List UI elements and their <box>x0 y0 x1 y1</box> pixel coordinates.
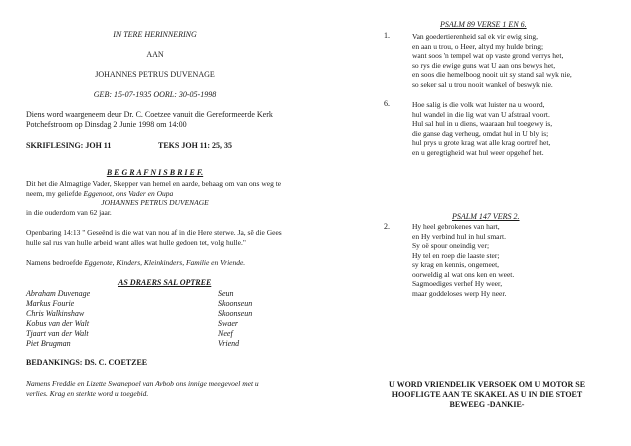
bearer-name: Tjaart van der Walt <box>26 329 89 338</box>
psalm147-verse-number: 2. <box>384 222 390 231</box>
bearer-relation: Seun <box>218 289 234 298</box>
quote-line: Openbaring 14:13 " Geseënd is die wat van nou af in die Here sterwe. Ja, sê die Gees <box>26 228 282 237</box>
bearer-name: Piet Brugman <box>26 339 71 348</box>
deceased-name: JOHANNES PETRUS DUVENAGE <box>95 70 215 79</box>
verse-line: en aan u trou, o Heer, altyd my hulde bring; <box>412 41 544 51</box>
bearers-heading: AS DRAERS SAL OPTREE <box>118 278 212 287</box>
condolence-line: verlies. Krag en sterkte word u toegebid. <box>26 388 149 398</box>
psalm89-verse6-number: 6. <box>384 99 390 108</box>
verse-line: Hoe salig is die volk wat luister na u woord, <box>412 100 545 109</box>
revelation-quote <box>26 228 282 247</box>
letter-deceased-name: JOHANNES PETRUS DUVENAGE <box>101 198 209 207</box>
sermon-text: TEKS JOH 11: 25, 35 <box>158 141 233 150</box>
verse-line: so rys die ewige guns wat U aan ons bewys het, <box>412 60 556 70</box>
headlights-notice <box>345 380 629 410</box>
verse-line: Hy tel en roep die laaste ster; <box>412 250 500 260</box>
notice-line: BEWEEG -DANKIE- <box>449 400 525 409</box>
bearer-name: Abraham Duvenage <box>26 289 91 298</box>
bearer-name: Markus Fourie <box>26 299 75 308</box>
verse-line: en soos die hemelboog nooit uit sy stand sal wyk nie, <box>412 70 572 79</box>
psalm89-verse1 <box>412 32 572 89</box>
thanks-line: BEDANKINGS: DS. C. COETZEE <box>26 358 148 367</box>
letter-line: Dit het die Almagtige Vader, Skepper van hemel en aarde, behaag om van ons weg te <box>26 179 282 188</box>
psalm147-verse2 <box>412 222 514 298</box>
notice-line: HOOFLIGTE AAN TE SKAKEL AS U IN DIE STOET <box>391 390 583 399</box>
verse-line: en Hy verbind hul in hul smart. <box>412 231 506 241</box>
verse-line: Sagmoediges verhef Hy weer, <box>412 279 503 288</box>
verse-line: maar goddeloses werp Hy neer. <box>412 288 507 298</box>
verse-line: want soos 'n tempel wat op vaste grond verrys het, <box>412 51 564 60</box>
verse-line: die ganse dag verheug, omdat hul in U bly is; <box>412 128 549 138</box>
psalm89-verse1-number: 1. <box>384 31 390 40</box>
verse-line: sy krag en kennis, ongemeet, <box>412 260 500 269</box>
condolence-line: Namens Freddie en Lizette Swanepoel van Avbob ons innige meegevoel met u <box>26 379 259 388</box>
verse-line: hul wandel in die lig wat van U afstraal voort. <box>412 109 550 119</box>
bearer-relation: Swaer <box>218 319 238 328</box>
funeral-letter-heading: B E G R A F N I S B R I E F. <box>106 168 204 177</box>
bearer-relation: Neef <box>218 329 233 338</box>
bearer-name: Kobus van der Walt <box>26 319 90 328</box>
psalm147-heading: PSALM 147 VERS 2. <box>452 212 520 221</box>
birth-death-dates: GEB: 15-07-1935 OORL: 30-05-1998 <box>93 90 217 99</box>
verse-line: hul prys u grote krag wat alle krag oortref het, <box>412 138 551 147</box>
bearer-relation: Skoonseun <box>218 299 253 308</box>
service-line: Potchefstroom op Dinsdag 2 Junie 1998 om 14:00 <box>26 120 187 129</box>
memorial-title: IN TERE HERINNERING <box>113 30 197 39</box>
bearer-relation: Vriend <box>218 339 240 348</box>
service-line: Diens word waargeneem deur Dr. C. Coetzee vanuit die Gereformeerde Kerk <box>26 110 273 119</box>
verse-line: Sy oë spour oneindig ver; <box>412 241 490 250</box>
verse-line: so seker sal u trou nooit wankel of beswyk nie. <box>412 79 553 89</box>
condolence-message <box>26 379 259 398</box>
funeral-letter <box>26 179 281 198</box>
verse-line: Hul sal hul in u diens, waaraan hul toegewy is, <box>412 119 553 128</box>
psalm89-verse6 <box>412 100 552 157</box>
scripture-reading: SKRIFLESING: JOH 11 <box>26 141 112 150</box>
verse-line: Hy heel gebrokenes van hart, <box>412 222 500 231</box>
aan-label: AAN <box>146 50 164 59</box>
letter-age: in die ouderdom van 62 jaar. <box>26 208 112 217</box>
bearer-name: Chris Walkinshaw <box>26 309 85 318</box>
letter-line: neem, my geliefde Eggenoot, ons Vader en Oupa <box>26 188 174 198</box>
bearer-relation: Skoonseun <box>218 309 253 318</box>
psalm89-heading: PSALM 89 VERSE 1 EN 6. <box>440 20 527 29</box>
verse-line: en u geregtigheid wat hul weer opgehef het. <box>412 147 544 157</box>
verse-line: oorweldig al wat ons ken en weet. <box>412 269 515 279</box>
notice-line: U WORD VRIENDELIK VERSOEK OM U MOTOR SE <box>388 380 586 389</box>
verse-line: Van goedertierenheid sal ek vir ewig sing, <box>412 32 539 41</box>
quote-line: hulle sal rus van hulle arbeid want alles wat hulle gedoen tet, volg hulle." <box>26 237 246 247</box>
family-line: Namens bedroefde Eggenote, Kinders, Kleinkinders, Familie en Vriende. <box>26 258 246 267</box>
service-details <box>26 110 273 130</box>
